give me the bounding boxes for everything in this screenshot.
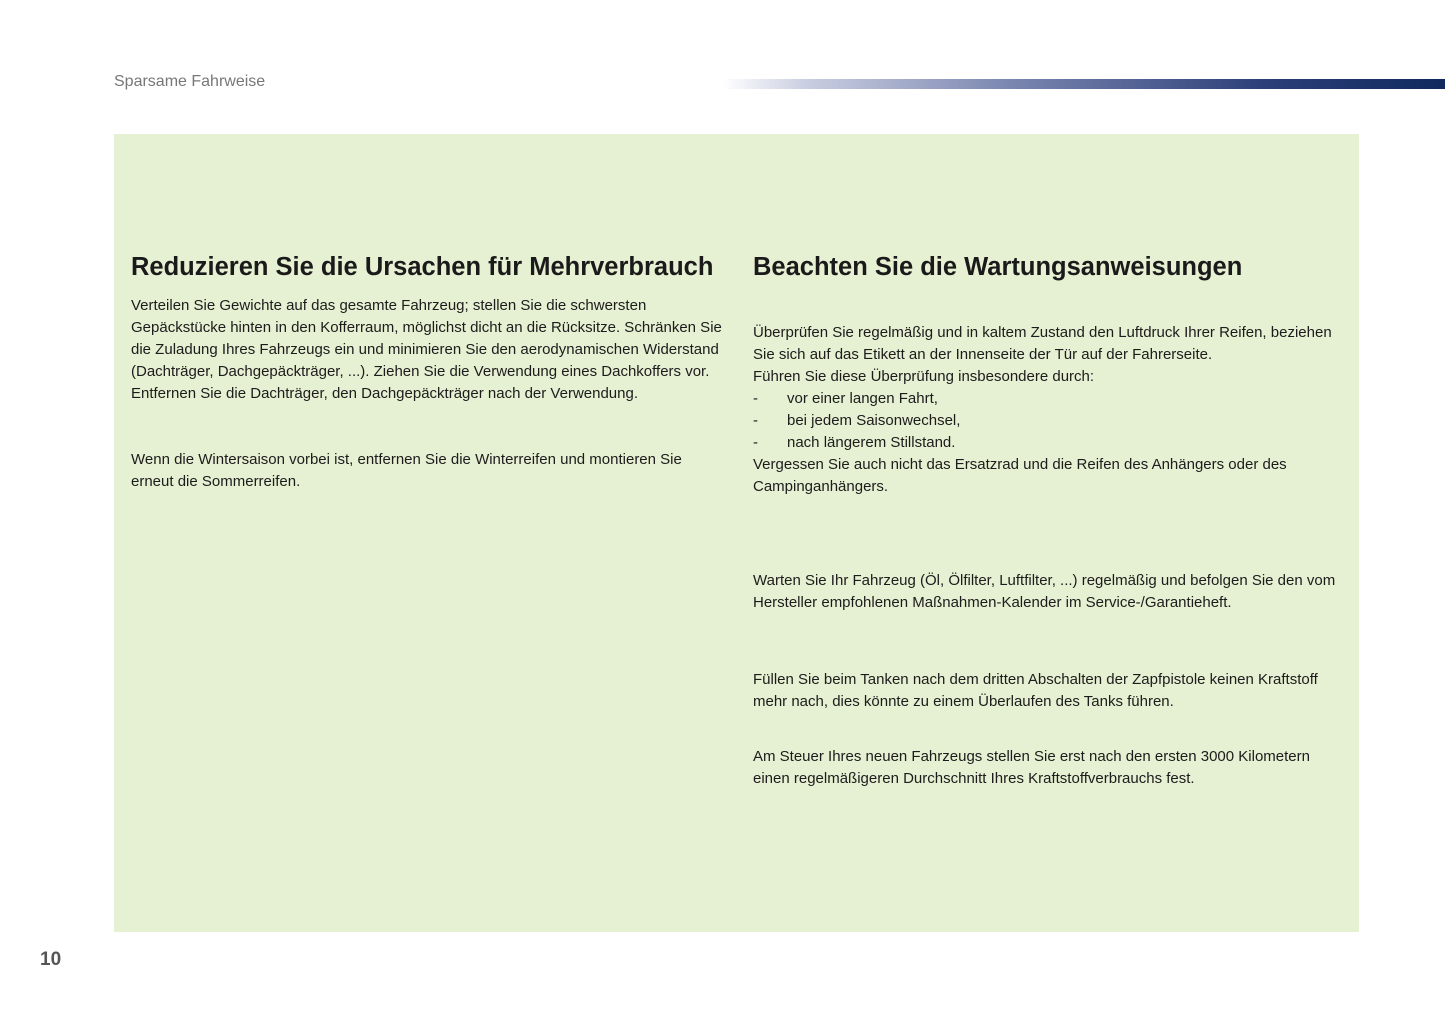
right-paragraph-4: Am Steuer Ihres neuen Fahrzeugs stellen Sie erst nach den ersten 3000 Kilometern einen regelmäßigeren Durchschnitt Ihres Kraftstoffverbrauchs fest. <box>753 748 1310 787</box>
left-paragraph-2: Wenn die Wintersaison vorbei ist, entfernen Sie die Winterreifen und montieren Sie erneut die Sommerreifen. <box>131 451 682 490</box>
list-item-text: bei jedem Saisonwechsel, <box>787 412 961 429</box>
right-paragraph-2: Warten Sie Ihr Fahrzeug (Öl, Ölfilter, Luftfilter, ...) regelmäßig und befolgen Sie den vom Hersteller empfohlenen Maßnahmen-Kalender im Service-/Garantieheft. <box>753 572 1336 611</box>
left-paragraph-1b: Entfernen Sie die Dachträger, den Dachgepäckträger nach der Verwendung. <box>131 385 638 402</box>
page-number: 10 <box>40 949 62 970</box>
check-list <box>753 388 1349 454</box>
right-paragraph-1c: Vergessen Sie auch nicht das Ersatzrad und die Reifen des Anhängers oder des Campinganhängers. <box>753 456 1287 495</box>
right-paragraph-3: Füllen Sie beim Tanken nach dem dritten Abschalten der Zapfpistole keinen Kraftstoff mehr nach, dies könnte zu einem Überlaufen des Tanks führen. <box>753 671 1318 710</box>
section-title: Sparsame Fahrweise <box>114 73 266 90</box>
right-paragraph-1b: Führen Sie diese Überprüfung insbesondere durch: <box>753 368 1095 385</box>
right-heading: Beachten Sie die Wartungsanweisungen <box>753 253 1243 281</box>
list-dash: - <box>753 412 758 429</box>
header-gradient-bar <box>722 79 1445 89</box>
list-item <box>753 388 1349 410</box>
list-item-text: nach längerem Stillstand. <box>787 434 956 451</box>
left-heading: Reduzieren Sie die Ursachen für Mehrverbrauch <box>131 253 714 281</box>
left-column <box>131 254 726 493</box>
list-item <box>753 432 1349 454</box>
right-column <box>753 254 1349 790</box>
list-dash: - <box>753 390 758 407</box>
list-item <box>753 410 1349 432</box>
content-panel <box>114 134 1359 932</box>
right-paragraph-1: Überprüfen Sie regelmäßig und in kaltem Zustand den Luftdruck Ihrer Reifen, beziehen Sie sich auf das Etikett an der Innenseite der Tür auf der Fahrerseite. <box>753 324 1332 363</box>
list-dash: - <box>753 434 758 451</box>
left-paragraph-1: Verteilen Sie Gewichte auf das gesamte Fahrzeug; stellen Sie die schwersten Gepäckstücke hinten in den Kofferraum, möglichst dicht an die Rücksitze. Schränken Sie die Zuladung Ihres Fahrzeugs ein und minimieren Sie den aerodynamischen Widerstand (Dachträger, Dachgepäckträger, ...). Ziehen Sie die Verwendung eines Dachkoffers vor. <box>131 297 722 380</box>
list-item-text: vor einer langen Fahrt, <box>787 390 938 407</box>
